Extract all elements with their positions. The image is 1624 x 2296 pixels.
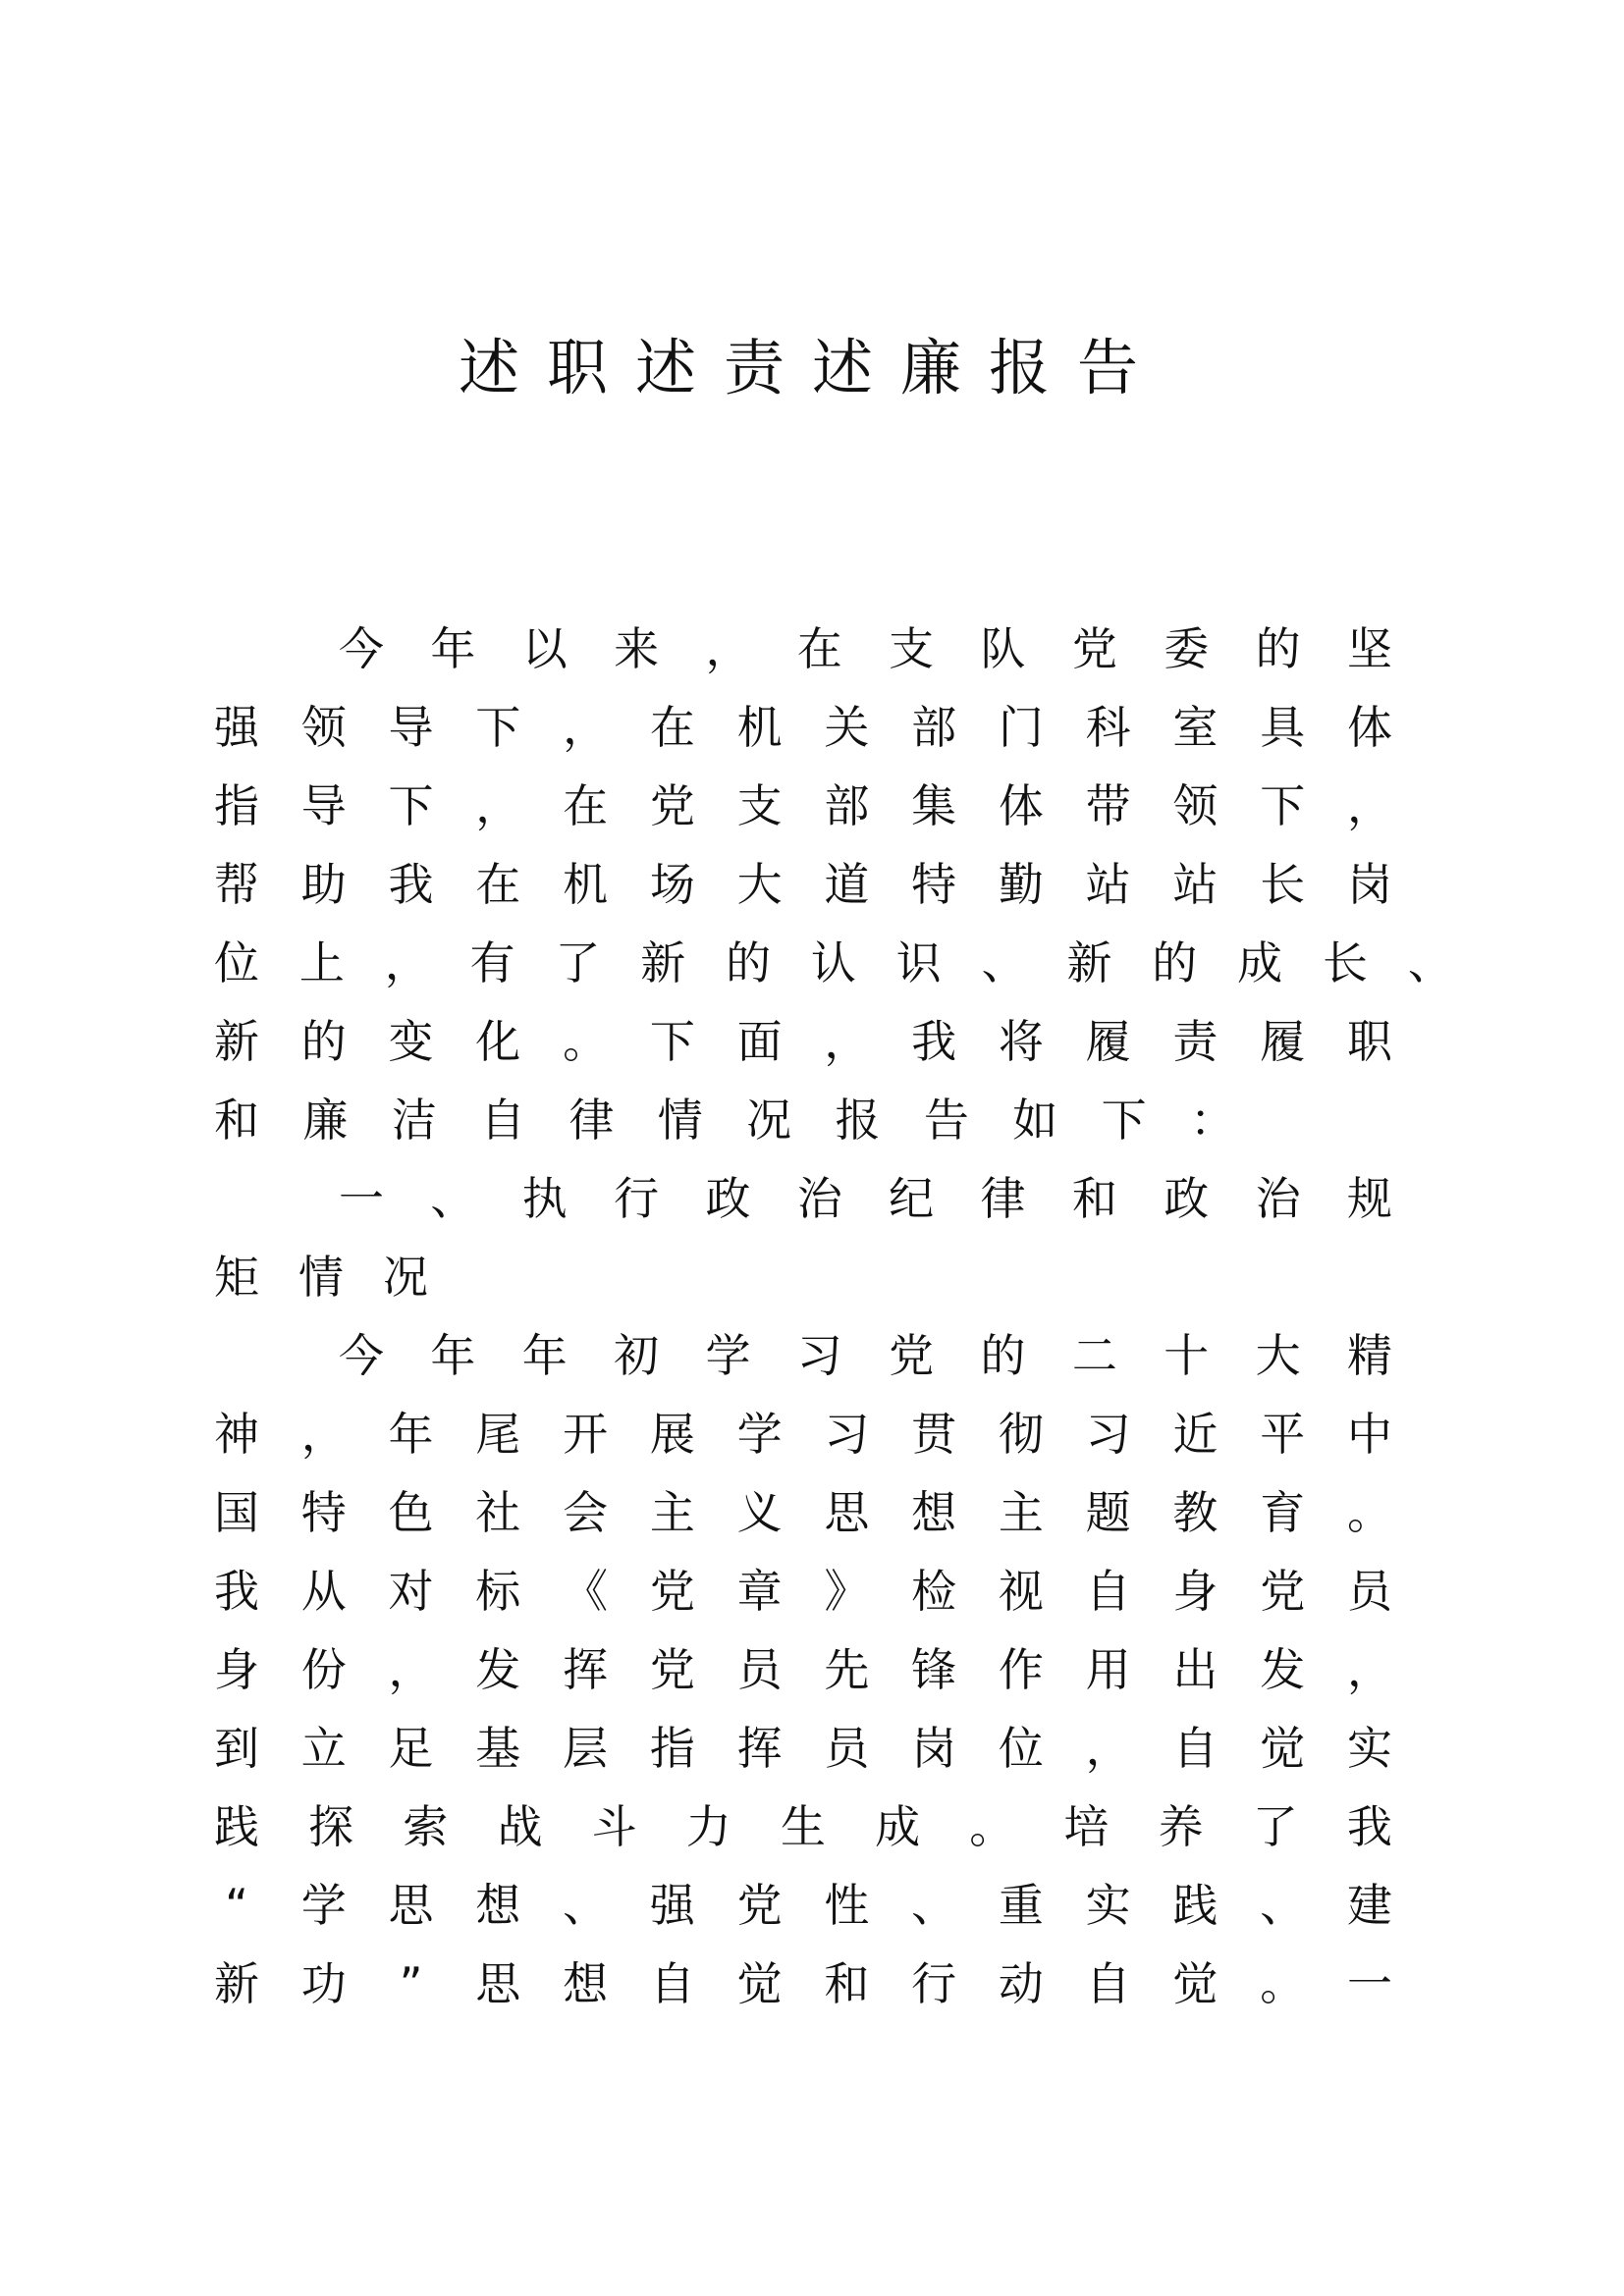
text-line: 我 从 对 标 《 党 章 》 检 视 自 身 党 员	[214, 1565, 1392, 1618]
text-line: 新 的 变 化 。 下 面 ， 我 将 履 责 履 职	[214, 1015, 1392, 1068]
text-line: 到 立 足 基 层 指 挥 员 岗 位 ， 自 觉 实	[214, 1722, 1392, 1775]
text-line: 新 功 ” 思 想 自 觉 和 行 动 自 觉 。 一	[214, 1957, 1392, 2010]
text-line: 位 上 ， 有 了 新 的 认 识 、 新 的 成 长 、	[214, 936, 1453, 989]
text-line: 国 特 色 社 会 主 义 思 想 主 题 教 育 。	[214, 1486, 1392, 1539]
text-line: 今 年 年 初 学 习 党 的 二 十 大 精	[339, 1329, 1392, 1382]
section-heading-line: 一 、 执 行 政 治 纪 律 和 政 治 规	[339, 1172, 1392, 1225]
text-line: “ 学 思 想 、 强 党 性 、 重 实 践 、 建	[225, 1879, 1392, 1932]
text-line: 指 导 下 ， 在 党 支 部 集 体 带 领 下 ，	[214, 779, 1392, 832]
text-line: 强 领 导 下 ， 在 机 关 部 门 科 室 具 体	[214, 701, 1392, 754]
text-line: 今 年 以 来 ， 在 支 队 党 委 的 坚	[339, 622, 1392, 675]
document-title: 述职述责述廉报告	[458, 332, 1165, 403]
text-line: 和 廉 洁 自 律 情 况 报 告 如 下 ：	[214, 1094, 1235, 1147]
text-line: 帮 助 我 在 机 场 大 道 特 勤 站 站 长 岗	[214, 858, 1392, 911]
text-line: 身 份 ， 发 挥 党 员 先 锋 作 用 出 发 ，	[214, 1643, 1392, 1696]
text-line: 践 探 索 战 斗 力 生 成 。 培 养 了 我	[214, 1800, 1392, 1853]
text-line: 神 ， 年 尾 开 展 学 习 贯 彻 习 近 平 中	[214, 1408, 1392, 1461]
section-heading-line: 矩 情 况	[214, 1251, 428, 1304]
